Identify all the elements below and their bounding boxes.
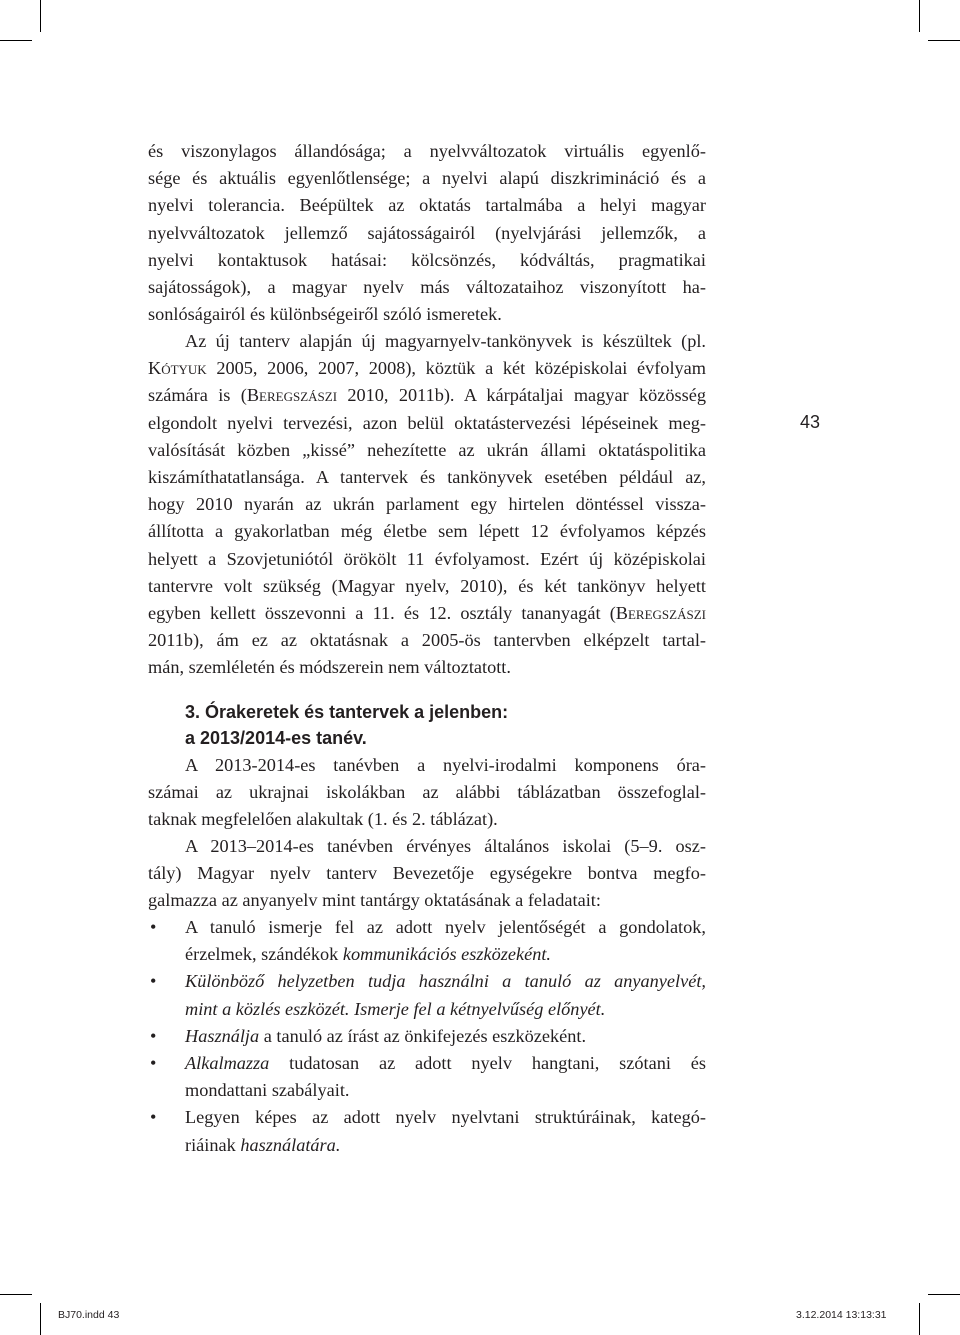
text-line: A 2013-2014-es tanévben a nyelvi-irodalmi komponens óra-	[185, 755, 706, 775]
text-line: nyelvváltozatok jellemző sajátosságairól (nyelvjárási jellemzők, a	[148, 222, 706, 243]
text-line: A 2013–2014-es tanévben érvényes általános iskolai (5–9. osz-	[185, 836, 706, 856]
text-line: Legyen képes az adott nyelv nyelvtani struktúráinak, kategó-	[185, 1107, 706, 1128]
italic-run: Alkalmazza	[185, 1053, 270, 1074]
list-item	[148, 1050, 706, 1104]
text-line	[185, 1023, 706, 1050]
crop-mark-top-right-horizontal	[928, 40, 960, 41]
text-line	[185, 968, 706, 995]
text-line: mán, szemléletén és módszerein nem változtatott.	[148, 657, 511, 678]
bullet-icon: •	[150, 917, 157, 937]
text-line: 2011b), ám ez az oktatásnak a 2005-ös tantervben elképzelt tartal-	[148, 630, 706, 651]
crop-mark-bottom-left-vertical	[40, 1303, 41, 1335]
list-item	[148, 1104, 706, 1158]
text-line: sége és aktuális egyenlőtlensége; a nyelvi alapú diszkrimináció és a	[148, 168, 706, 189]
text-line: sonlóságairól és különbségeiről szóló ismeretek.	[148, 304, 502, 325]
footer-file-info: BJ70.indd 43	[58, 1309, 120, 1321]
text-line	[148, 355, 706, 382]
heading-line: a 2013/2014-es tanév.	[185, 728, 367, 748]
text-line	[148, 382, 706, 409]
text-line	[185, 941, 706, 968]
author-name: Kótyuk	[148, 358, 207, 379]
text-line: kiszámíthatatlansága. A tantervek és tankönyvek esetében például az,	[148, 467, 706, 488]
text-line: elgondolt nyelvi tervezési, azon belül oktatástervezési lépéseinek meg-	[148, 412, 706, 433]
text-line: tantervre volt szükség (Magyar nyelv, 2010), és két tankönyv helyett	[148, 575, 706, 596]
text-line: hogy 2010 nyarán az ukrán parlament egy hirtelen döntéssel vissza-	[148, 494, 706, 515]
page-number: 43	[800, 412, 821, 432]
text-line: taknak megfelelően alakultak (1. és 2. táblázat).	[148, 809, 498, 830]
list-item	[148, 968, 706, 1022]
crop-mark-bottom-left-horizontal	[0, 1294, 32, 1295]
paragraph-3	[148, 752, 706, 834]
crop-mark-bottom-right-vertical	[919, 1303, 920, 1335]
text-run: Az új tanterv alapján új magyarnyelv-tankönyvek is készültek (pl.	[185, 331, 706, 351]
section-heading	[185, 699, 508, 751]
italic-run: Különböző helyzetben tudja használni a tanuló az anyanyelvét,	[185, 971, 706, 992]
text-line	[185, 996, 706, 1023]
footer-timestamp: 3.12.2014 13:13:31	[796, 1309, 887, 1321]
text-run: egyben kellett összevonni a 11. és 12. osztály tananyagát (	[148, 603, 616, 624]
text-line: és viszonylagos állandósága; a nyelvváltozatok virtuális egyenlő-	[148, 141, 706, 161]
bullet-icon: •	[150, 1107, 157, 1128]
bullet-icon: •	[150, 1053, 157, 1074]
text-line: nyelvi kontaktusok hatásai: kölcsönzés, kódváltás, pragmatikai	[148, 249, 706, 270]
text-line: valósítását közben „kissé” nehezítette az ukrán állami oktatáspolitika	[148, 439, 706, 460]
text-run: 2005, 2006, 2007, 2008), köztük a két középiskolai évfolyam	[206, 358, 706, 379]
text-line: A tanuló ismerje fel az adott nyelv jelentőségét a gondolatok,	[185, 917, 706, 937]
italic-run: mint a közlés eszközét. Ismerje fel a kétnyelvűség előnyét.	[185, 998, 606, 1019]
text-line: nyelvi tolerancia. Beépültek az oktatás tartalmába a helyi magyar	[148, 195, 706, 216]
paragraph-2	[148, 328, 706, 682]
bullet-icon: •	[150, 1025, 157, 1046]
text-line: számai az ukrajnai iskolákban az alábbi táblázatban összefoglal-	[148, 782, 706, 803]
heading-line: 3. Órakeretek és tantervek a jelenben:	[185, 702, 509, 722]
paragraph-4	[148, 833, 706, 915]
text-line	[148, 600, 706, 627]
italic-run: használatára.	[240, 1134, 341, 1155]
text-line	[148, 328, 706, 355]
crop-mark-bottom-right-horizontal	[928, 1294, 960, 1295]
text-run: számára is (	[148, 385, 247, 406]
author-name: Beregszászi	[615, 603, 706, 624]
list-item	[148, 1023, 706, 1050]
text-line: helyett a Szovjetuniótól örökölt 11 évfolyamost. Ezért új középiskolai	[148, 548, 706, 569]
text-run: riáinak	[185, 1134, 241, 1155]
crop-mark-top-left-vertical	[40, 0, 41, 32]
crop-mark-top-right-vertical	[919, 0, 920, 32]
goal-list	[148, 914, 706, 1159]
italic-run: kommunikációs eszközeként.	[342, 944, 551, 965]
text-line: galmazza az anyanyelv mint tantárgy oktatásának a feladatait:	[148, 890, 601, 911]
text-line: sajátosságok), a magyar nyelv más változataihoz viszonyított ha-	[148, 277, 706, 298]
crop-mark-top-left-horizontal	[0, 40, 32, 41]
text-run: tudatosan az adott nyelv hangtani, szótani és	[269, 1053, 706, 1074]
text-line: állította a gyakorlatban még életbe sem lépett 12 évfolyamos képzés	[148, 521, 706, 542]
text-line	[185, 1132, 706, 1159]
text-run: érzelmek, szándékok	[185, 944, 343, 965]
text-line	[185, 1050, 706, 1077]
list-item	[148, 914, 706, 968]
paragraph-1	[148, 138, 706, 328]
author-name: Beregszászi	[246, 385, 338, 406]
text-line: mondattani szabályait.	[185, 1080, 350, 1101]
text-run: 2010, 2011b). A kárpátaljai magyar közösség	[337, 385, 706, 406]
text-line: tály) Magyar nyelv tanterv Bevezetője egységekre bontva megfo-	[148, 863, 706, 884]
italic-run: Használja	[185, 1025, 260, 1046]
text-run: a tanuló az írást az önkifejezés eszközeként.	[259, 1025, 587, 1046]
bullet-icon: •	[150, 971, 157, 992]
